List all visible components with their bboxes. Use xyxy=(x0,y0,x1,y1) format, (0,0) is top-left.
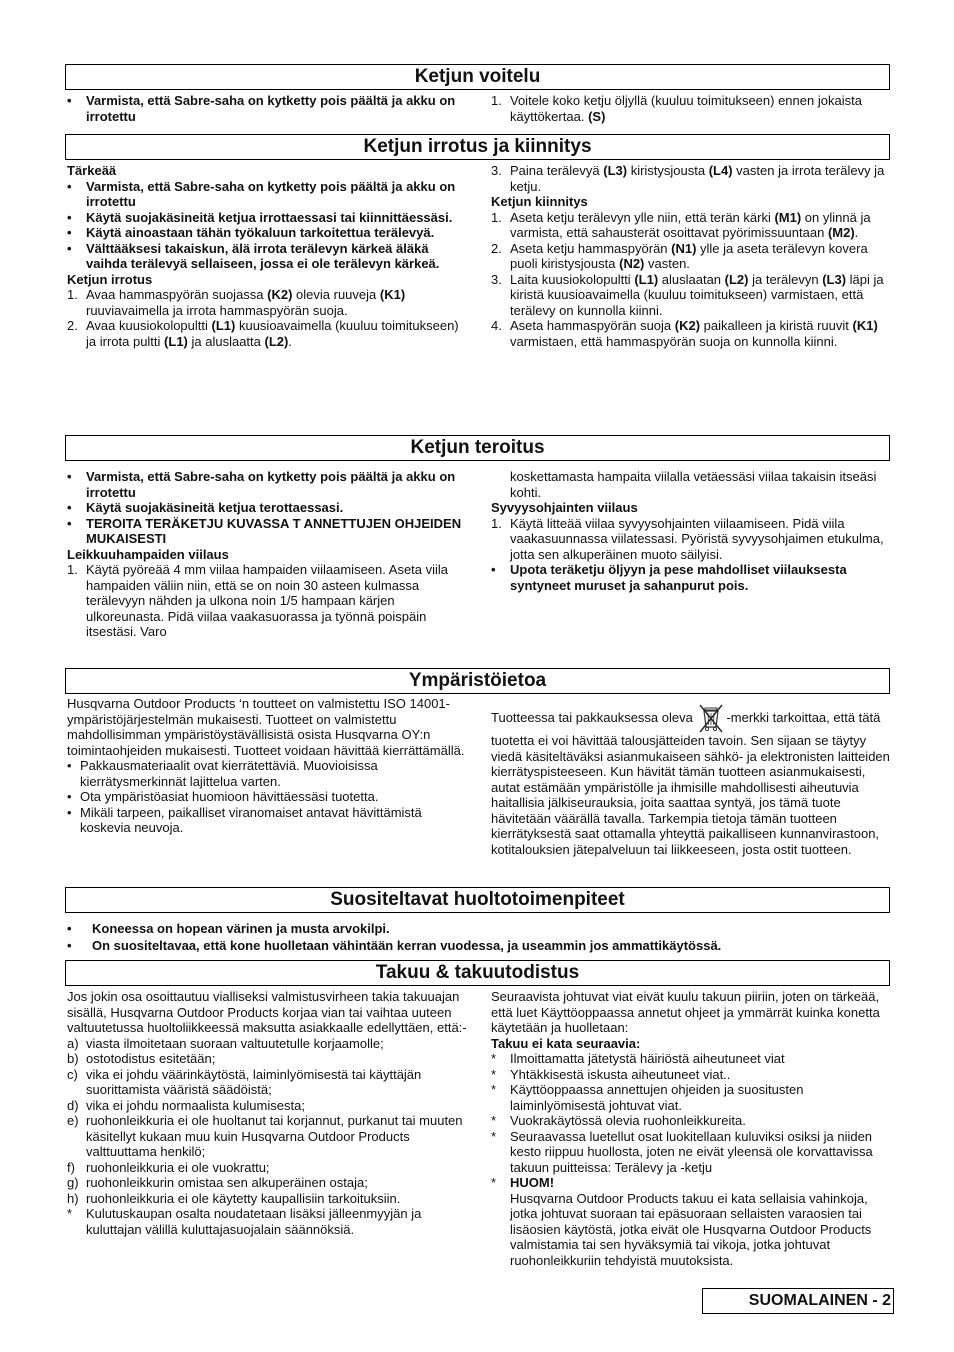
s4-left-column xyxy=(67,696,467,836)
list-item: • On suositeltavaa, että kone huolletaan vähintään kerran vuodessa, ja useammin jos ammattikäytössä. xyxy=(67,937,722,953)
list-item: 3. Laita kuusiokolopultti (L1) aluslaatan (L2) ja terälevyn (L3) läpi ja kiristä kuusioavaimella (kuuluu toimitukseen) varmistaen, että terälevy on kunnolla kiinni. xyxy=(491,271,884,318)
list-item: 3. Paina terälevyä (L3) kiristysjousta (L4) vasten ja irrota terälevy ja ketju. xyxy=(491,163,885,194)
list-item: 1. Avaa hammaspyörän suojassa (K2) olevia ruuveja (K1) ruuviavaimella ja irrota hammaspyörän suoja. xyxy=(67,287,406,318)
warranty-intro: Jos jokin osa osoittautuu vialliseksi valmistusvirheen takia takuuajan sisällä, Husqvarna Outdoor Products korjaa vian tai vaihtaa uuteen valtuutetussa huoltoliikkeessä maksutta asiakkaalle edellyttäen, että:- xyxy=(67,989,467,1035)
list-item: • Koneessa on hopean värinen ja musta arvokilpi. xyxy=(67,921,390,936)
weee-paragraph: Tuotteessa tai pakkauksessa oleva -merkki tarkoittaa, että tätä tuotetta ei voi hävittää talousjätteiden tavoin. Sen sijaan se täytyy viedä käsiteltäväksi asianmukaiseen sähkö- ja elektronisten laitteiden kierrätyspisteeseen. Kun hävität tämän tuotteen asianmukaisesti, autat estämään ympäristölle ja ihmisille mahdollisesti aiheutuvia haitallisia jälkiseurauksia, joita saattaa syntyä, jos tämä tuote hävitetään väärällä tavalla. Tarkempia tietoja tämän tuotteen kierrätyksestä saat ottamalla yhteyttä paikalliseen kunnanvirastoon, kotitalouksien jätepalveluun tai liikkeeseen, josta ostit tuotteen. xyxy=(491,703,891,857)
list-item: * HUOM! Husqvarna Outdoor Products takuu ei kata sellaisia vahinkoja, jotka johtuvat suoraan tai epäsuoraan sellaisten varaosien tai lisäosien käytöstä, jotka eivät ole Husqvarna Outdoor Products valmistamia tai sen hyväksymiä tai vikoja, jotka johtuvat ruohonleikkuriin tehdyistä muutoksista. xyxy=(491,1175,872,1268)
list-item: 1. Käytä pyöreää 4 mm viilaa hampaiden viilaamiseen. Aseta viila hampaiden väliin niin, että se on noin 30 asteen kulmassa terälevyyn nähden ja ulkona noin 1/5 hampaan kärjen ulkoreunasta. Pidä viilaa vaakasuorassa ja työnnä poispäin itsestäsi. Varo xyxy=(67,562,449,639)
list-item: a) viasta ilmoitetaan suoraan valtuutetulle korjaamolle; xyxy=(67,1035,384,1051)
list-item: f) ruohonleikkuria ei ole vuokrattu; xyxy=(67,1159,270,1175)
list-item: g) ruohonleikkurin omistaa sen alkuperäinen ostaja; xyxy=(67,1175,368,1190)
list-item: 2. Avaa kuusiokolopultti (L1) kuusioavaimella (kuuluu toimitukseen) ja irrota pultti (L1) ja aluslaatta (L2). xyxy=(67,318,459,349)
list-item: d) vika ei johdu normaalista kulumisesta; xyxy=(67,1097,305,1113)
section-title-chain-sharpening: Ketjun teroitus xyxy=(65,435,890,461)
list-item: • Mikäli tarpeen, paikalliset viranomaiset antavat hävittämistä koskevia neuvoja. xyxy=(67,804,422,835)
s2-left-column xyxy=(67,163,467,349)
continued-text: koskettamasta hampaita viilalla vetäessäsi viilaa takaisin itseäsi kohti. xyxy=(510,469,877,500)
list-item: * Yhtäkkisestä iskusta aiheutuneet viat.. xyxy=(491,1066,731,1082)
list-item: • Varmista, että Sabre-saha on kytketty pois päältä ja akku on irrotettu xyxy=(67,93,456,124)
list-item: * Vuokrakäytössä olevia ruohonleikkureita. xyxy=(491,1113,746,1128)
subheading-not-covered: Takuu ei kata seuraavia: xyxy=(491,1035,641,1051)
s1-left-column xyxy=(67,93,467,124)
section-title-chain-removal: Ketjun irrotus ja kiinnitys xyxy=(65,134,890,160)
list-item: c) vika ei johdu väärinkäytöstä, laiminlyömisestä tai käyttäjän suorittamista vääristä säädöistä; xyxy=(67,1066,422,1097)
list-item: h) ruohonleikkuria ei ole käytetty kaupallisiin tarkoituksiin. xyxy=(67,1190,401,1206)
list-item: • Varmista, että Sabre-saha on kytketty pois päältä ja akku on irrotettu xyxy=(67,469,456,500)
list-item: • Välttääksesi takaiskun, älä irrota terälevyn kärkeä äläkä vaihda terälevyä sellaiseen, jossa ei ole terälevyn kärkeä. xyxy=(67,240,440,271)
list-item: * Käyttöoppaassa annettujen ohjeiden ja suositusten laiminlyömisestä johtuvat viat. xyxy=(491,1082,804,1113)
list-item: e) ruohonleikkuria ei ole huoltanut tai korjannut, purkanut tai muuten käsitellyt kukaan muu kuin Husqvarna Outdoor Products valttuuttama henkilö; xyxy=(67,1113,463,1159)
list-item: • Pakkausmateriaalit ovat kierrätettäviä. Muovioisissa kierrätysmerkinnät lajittelua varten. xyxy=(67,758,378,789)
section-title-maintenance: Suositeltavat huoltotoimenpiteet xyxy=(65,887,890,913)
list-item: • Käytä suojakäsineitä ketjua terottaessasi. xyxy=(67,500,344,515)
subheading-chain-removal: Ketjun irrotus xyxy=(67,271,153,287)
list-item: • Upota teräketju öljyyn ja pese mahdolliset viilauksesta syntyneet muruset ja sahanpurut pois. xyxy=(491,562,847,593)
list-item: b) ostotodistus esitetään; xyxy=(67,1051,216,1066)
s3-left-column xyxy=(67,469,467,640)
list-item: 1. Käytä litteää viilaa syvyysohjainten viilaamiseen. Pidä viila vaakasuunnassa viilatessasi. Pyöristä syvyysohjaimen etukulma, jotta sen alkuperäinen muoto säilyisi. xyxy=(491,515,884,562)
list-item: • Käytä ainoastaan tähän työkaluun tarkoitettua terälevyä. xyxy=(67,225,435,240)
subheading-chain-install: Ketjun kiinnitys xyxy=(491,194,588,209)
subheading-depth-gauge: Syvyysohjainten viilaus xyxy=(491,500,638,515)
crossed-out-wheelie-bin-icon xyxy=(698,703,724,733)
section-title-warranty: Takuu & takuutodistus xyxy=(65,960,890,986)
warranty-right-intro: Seuraavista johtuvat viat eivät kuulu takuun piiriin, joten on tärkeää, että luet Käyttöoppaassa annetut ohjeet ja ymmärrät kuinka konetta käytetään ja huolletaan: xyxy=(491,989,880,1035)
list-item: 1. Aseta ketju terälevyn ylle niin, että terän kärki (M1) on ylinnä ja varmista, että sahausterät osoittavat pyörimissuuntaan (M2). xyxy=(491,209,871,240)
environment-intro: Husqvarna Outdoor Products ‘n toutteet on valmistettu ISO 14001-ympäristöjärjestelmän mukaisesti. Tuotteet on valmistettu mahdollisimman ympäristöystävällisistä osista Husqvarna OY:n toimintaohjeiden mukaisesti. Tuotteet voidaan hävittää kierrättämällä. xyxy=(67,696,465,758)
section-title-chain-lubrication: Ketjun voitelu xyxy=(65,64,890,90)
subheading-teeth-filing: Leikkuuhampaiden viilaus xyxy=(67,546,229,562)
s2-right-column xyxy=(491,163,891,349)
list-item: • TEROITA TERÄKETJU KUVASSA T ANNETTUJEN OHJEIDEN MUKAISESTI xyxy=(67,515,462,546)
list-item: • Käytä suojakäsineitä ketjua irrottaessasi tai kiinnittäessäsi. xyxy=(67,209,453,225)
s6-right-column xyxy=(491,989,891,1268)
s3-right-column xyxy=(491,469,891,593)
s4-right-column xyxy=(491,703,891,857)
s6-left-column xyxy=(67,989,467,1237)
section-title-environment: Ympäristöietoa xyxy=(65,668,890,694)
list-item: 4. Aseta hammaspyörän suoja (K2) paikalleen ja kiristä ruuvit (K1) varmistaen, että hammaspyörän suoja on kunnolla kiinni. xyxy=(491,318,878,349)
list-item: * Seuraavassa luetellut osat luokitellaan kuluviksi osiksi ja niiden kesto riippuu huollosta, joten ne eivät yleensä ole korvattavissa takuun puitteissa: Terälevy ja -ketju xyxy=(491,1128,873,1175)
s5-content xyxy=(67,921,892,953)
s1-right-column xyxy=(491,93,891,124)
list-item: • Ota ympäristöasiat huomioon hävittäessäsi tuotetta. xyxy=(67,789,379,804)
list-item: * Ilmoittamatta jätetystä häiriöstä aiheutuneet viat xyxy=(491,1051,785,1066)
list-item: • Varmista, että Sabre-saha on kytketty pois päältä ja akku on irrotettu xyxy=(67,178,456,209)
subheading-important: Tärkeää xyxy=(67,163,117,178)
list-item: 2. Aseta ketju hammaspyörän (N1) ylle ja aseta terälevyn kovera puoli kiristysjousta (N2) vasten. xyxy=(491,240,868,271)
list-item: 1. Voitele koko ketju öljyllä (kuuluu toimitukseen) ennen jokaista käyttökertaa. (S) xyxy=(491,93,862,124)
page-number-label: SUOMALAINEN - 2 xyxy=(702,1288,894,1314)
list-item: * Kulutuskaupan osalta noudatetaan lisäksi jälleenmyyjän ja kuluttajan välillä kuluttajasuojalain säännöksiä. xyxy=(67,1206,422,1237)
